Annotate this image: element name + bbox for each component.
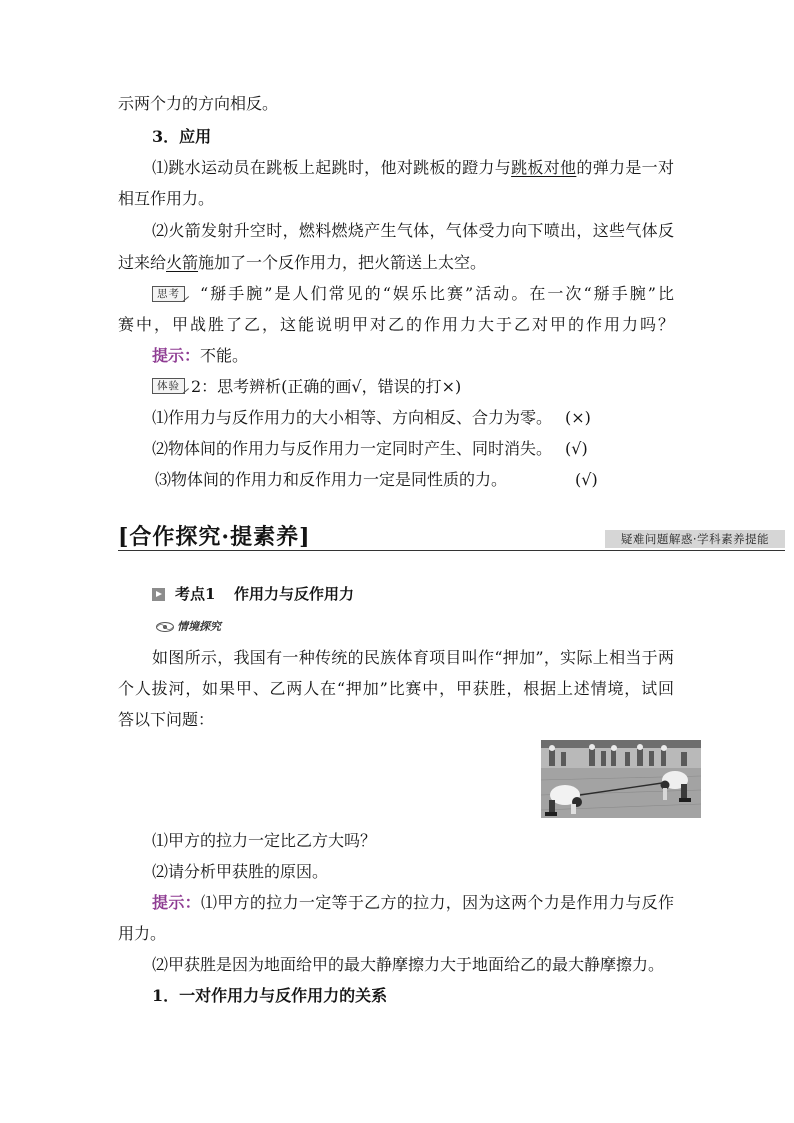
application-item-1 xyxy=(152,152,674,183)
judgement-mark-1: (×) xyxy=(565,408,591,427)
item-2-text-before: 过来给 xyxy=(118,253,167,272)
judgement-item-2: ⑵物体间的作用力与反作用力一定同时产生、同时消失。 xyxy=(152,439,553,458)
topic-hint-label: 提示： xyxy=(152,893,201,912)
think-hint xyxy=(152,340,248,371)
intro-line: 示两个力的方向相反。 xyxy=(118,94,279,113)
scenario-line-2: 个人拔河，如果甲、乙两人在“押加”比赛中，甲获胜，根据上述情境，试回 xyxy=(118,679,674,698)
scenario-line-1: 如图所示，我国有一种传统的民族体育项目叫作“押加”，实际上相当于两 xyxy=(152,648,674,667)
think-badge: 思考 xyxy=(152,286,185,302)
scenario-badge xyxy=(155,619,221,635)
judgement-mark-2: (√) xyxy=(565,439,588,458)
topic-label: 考点1 xyxy=(175,585,216,603)
think-question-line-1: “掰手腕”是人们常见的“娱乐比赛”活动。在一次“掰手腕”比 xyxy=(200,284,674,303)
relation-subheading: 1．一对作用力与反作用力的关系 xyxy=(152,986,388,1005)
scenario-line-3: 答以下问题： xyxy=(118,710,215,729)
think-question-line-2: 赛中，甲战胜了乙，这能说明甲对乙的作用力大于乙对甲的作用力吗？ xyxy=(118,315,674,334)
topic-hint-line-2: 用力。 xyxy=(118,924,167,943)
item-2-text-after: 施加了一个反作用力，把火箭送上太空。 xyxy=(198,253,487,272)
judgement-mark-3: (√) xyxy=(575,470,598,489)
scenario-badge-label: 情境探究 xyxy=(177,620,221,633)
item-1-text-after: 的弹力是一对 xyxy=(576,158,674,177)
experience-title: 2：思考辨析(正确的画√，错误的打×) xyxy=(191,377,462,396)
question-2: ⑵请分析甲获胜的原因。 xyxy=(152,862,329,881)
section-divider xyxy=(118,550,785,551)
topic-title: 作用力与反作用力 xyxy=(234,585,355,603)
application-item-2-continuation xyxy=(118,247,486,278)
judgement-item-3: ⑶物体间的作用力和反作用力一定是同性质的力。 xyxy=(155,470,508,489)
section-tag: 疑难问题解惑·学科素养提能 xyxy=(605,530,785,548)
item-1-text-before: ⑴跳水运动员在跳板上起跳时，他对跳板的蹬力与 xyxy=(152,158,512,177)
item-2-underlined-text: 火箭 xyxy=(166,253,199,272)
section-title: [合作探究·提素养] xyxy=(118,524,311,550)
swirl-icon xyxy=(155,621,175,633)
hint-answer: 不能。 xyxy=(200,346,249,365)
application-heading: 3．应用 xyxy=(152,127,212,146)
application-item-1-continuation: 相互作用力。 xyxy=(118,189,215,208)
hint-label: 提示： xyxy=(152,346,201,365)
experience-badge: 体验 xyxy=(152,378,185,394)
tug-contest-photo xyxy=(541,740,701,818)
topic-hint-line-1 xyxy=(152,887,674,918)
question-1: ⑴甲方的拉力一定比乙方大吗？ xyxy=(152,831,377,850)
topic-hint-text: ⑴甲方的拉力一定等于乙方的拉力，因为这两个力是作用力与反作 xyxy=(200,893,674,912)
item-1-underlined-text: 跳板对他 xyxy=(511,158,577,177)
play-triangle-icon xyxy=(152,588,165,601)
application-item-2: ⑵火箭发射升空时，燃料燃烧产生气体，气体受力向下喷出，这些气体反 xyxy=(152,221,674,240)
topic-hint-line-3: ⑵甲获胜是因为地面给甲的最大静摩擦力大于地面给乙的最大静摩擦力。 xyxy=(152,955,665,974)
judgement-item-1: ⑴作用力与反作用力的大小相等、方向相反、合力为零。 xyxy=(152,408,553,427)
